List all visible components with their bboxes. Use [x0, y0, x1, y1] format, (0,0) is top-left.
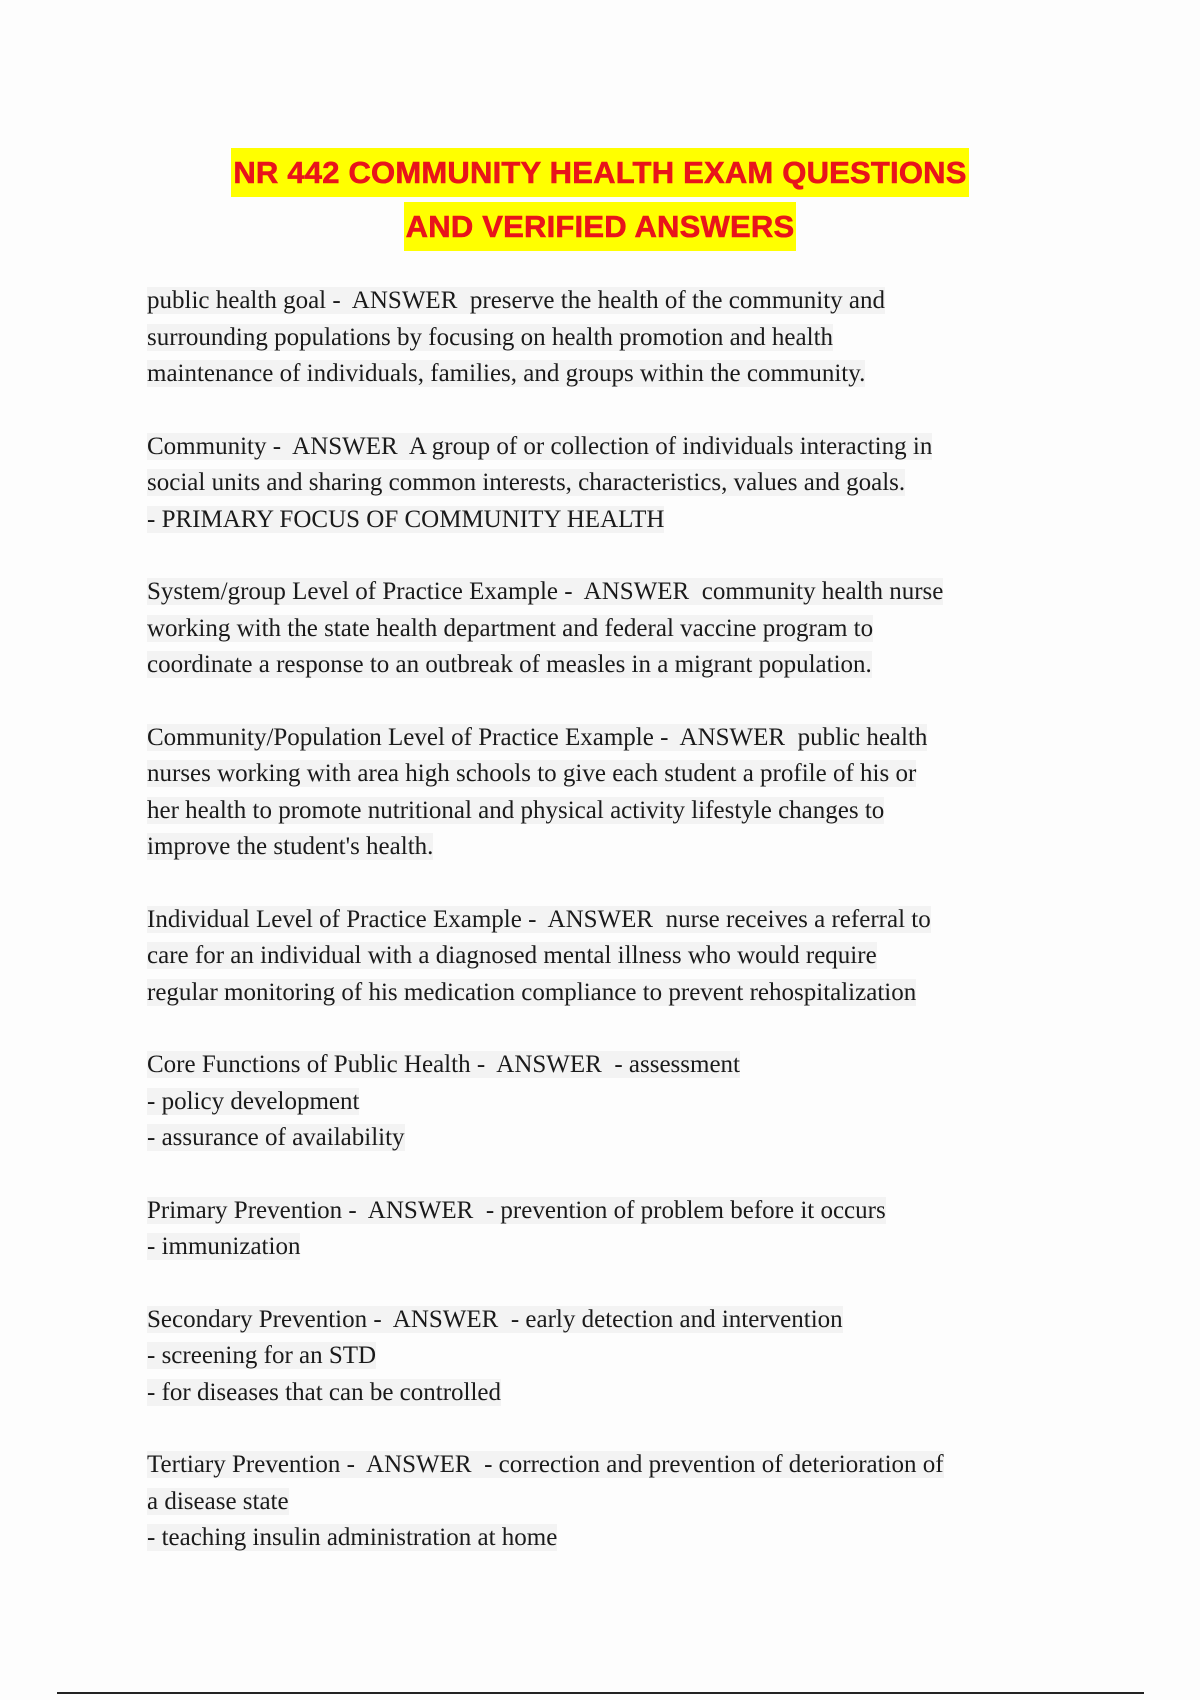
qa-line: surrounding populations by focusing on health promotion and health — [147, 323, 834, 351]
qa-line: coordinate a response to an outbreak of measles in a migrant population. — [147, 651, 872, 678]
qa-list — [147, 283, 1067, 1593]
qa-line: - immunization — [147, 1233, 301, 1260]
qa-line: Community - ANSWER A group of or collection of individuals interacting in — [147, 432, 933, 460]
title-line-2: AND VERIFIED ANSWERS — [404, 202, 797, 251]
qa-line: System/group Level of Practice Example - ANSWER community health nurse — [147, 578, 944, 605]
qa-entry-public-health-goal — [147, 283, 1067, 393]
qa-line: maintenance of individuals, families, and groups within the community. — [147, 360, 866, 387]
qa-line: Primary Prevention - ANSWER - prevention of problem before it occurs — [147, 1196, 886, 1224]
document-title — [0, 148, 1200, 251]
qa-entry-community — [147, 429, 1067, 539]
qa-line: - teaching insulin administration at home — [147, 1524, 558, 1551]
qa-line: - assurance of availability — [147, 1124, 405, 1151]
qa-line: - PRIMARY FOCUS OF COMMUNITY HEALTH — [147, 505, 665, 533]
qa-line: Core Functions of Public Health - ANSWER - assessment — [147, 1051, 740, 1078]
qa-entry-community-population-level — [147, 720, 1067, 866]
title-line-1: NR 442 COMMUNITY HEALTH EXAM QUESTIONS — [231, 148, 968, 197]
qa-line: a disease state — [147, 1487, 289, 1515]
qa-line: social units and sharing common interests, characteristics, values and goals. — [147, 469, 906, 496]
qa-line: working with the state health department and federal vaccine program to — [147, 614, 874, 642]
qa-line: improve the student's health. — [147, 833, 434, 860]
qa-line: - screening for an STD — [147, 1342, 377, 1369]
qa-line: care for an individual with a diagnosed mental illness who would require — [147, 942, 877, 969]
qa-line: Secondary Prevention - ANSWER - early detection and intervention — [147, 1305, 843, 1333]
qa-line: Individual Level of Practice Example - ANSWER nurse receives a referral to — [147, 905, 931, 933]
qa-line: - policy development — [147, 1087, 360, 1115]
qa-entry-system-group-level — [147, 574, 1067, 684]
qa-line: - for diseases that can be controlled — [147, 1378, 502, 1406]
qa-line: Tertiary Prevention - ANSWER - correction and prevention of deterioration of — [147, 1451, 944, 1478]
qa-line: her health to promote nutritional and physical activity lifestyle changes to — [147, 796, 885, 824]
qa-line: public health goal - ANSWER preserve the health of the community and — [147, 287, 886, 314]
qa-entry-individual-level — [147, 902, 1067, 1012]
footer-divider — [57, 1692, 1144, 1694]
qa-entry-core-functions — [147, 1047, 1067, 1157]
qa-line: Community/Population Level of Practice Example - ANSWER public health — [147, 723, 928, 751]
qa-entry-secondary-prevention — [147, 1302, 1067, 1412]
qa-entry-primary-prevention — [147, 1193, 1067, 1266]
qa-line: regular monitoring of his medication compliance to prevent rehospitalization — [147, 978, 917, 1006]
qa-entry-tertiary-prevention — [147, 1447, 1067, 1557]
qa-line: nurses working with area high schools to give each student a profile of his or — [147, 760, 917, 787]
